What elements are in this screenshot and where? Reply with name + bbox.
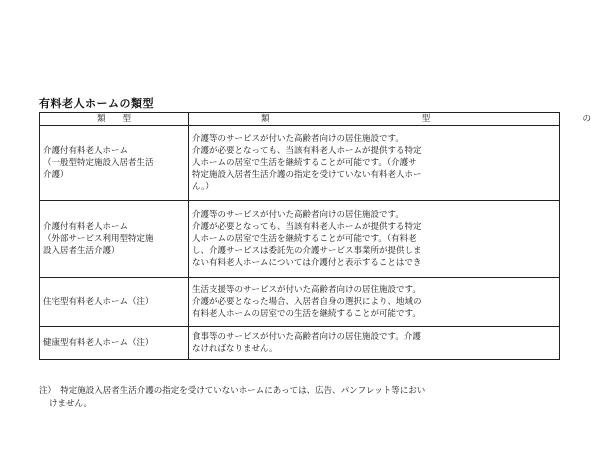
description-line: 人ホームの居室で生活を継続することが可能です。（有料老 [192, 234, 417, 244]
type-name: 介護付有料老人ホーム （一般型特定施設入居者生活 介護） [43, 146, 154, 180]
header-description [189, 113, 591, 126]
footnote-line: 注） 特定施設入居者生活介護の指定を受けていないホームにあっては、広告、パンフレット等におい [39, 386, 426, 396]
table-row [40, 278, 560, 327]
type-name: 健康型有料老人ホーム（注） [43, 338, 154, 348]
type-cell [40, 327, 189, 360]
description-line: 介護等のサービスが付いた高齢者向けの居住施設です。 [192, 210, 404, 220]
description-line: ん。） [192, 182, 214, 192]
footnote [39, 385, 500, 411]
header-char: 型 [421, 114, 431, 124]
home-types-table [39, 112, 591, 360]
type-cell [40, 126, 189, 201]
description-line: 生活支援等のサービスが付いた高齢者向けの居住施設です。 [192, 285, 421, 295]
description-line: 食事等のサービスが付いた高齢者向けの居住施設です。介護 [192, 332, 421, 342]
description-line: 介護が必要となっても、当該有料老人ホームが提供する特定 [192, 222, 422, 232]
description-cell [189, 201, 560, 278]
page-title: 有料老人ホームの類型 [39, 97, 154, 110]
table-row [40, 126, 560, 201]
description-cell [189, 278, 560, 327]
table-viewport [39, 112, 591, 382]
description-line: 介護等のサービスが付いた高齢者向けの居住施設です。 [192, 134, 404, 144]
header-char: 類 [261, 114, 270, 124]
description-line: ない有料老人ホームについては介護付と表示することはでき [192, 258, 422, 268]
description-line: 特定施設入居者生活介護の指定を受けていない有料老人ホー [192, 170, 422, 180]
table-row [40, 327, 560, 360]
description-line: 介護が必要となった場合、入居者自身の選択により、地域の [192, 297, 422, 307]
header-type: 類 型 [40, 113, 189, 126]
table-row [40, 201, 560, 278]
table-header-row [40, 113, 560, 126]
type-name: 住宅型有料老人ホーム（注） [43, 297, 154, 307]
description-cell [189, 327, 560, 360]
description-line: 人ホームの居室で生活を継続することが可能です。（介護サ [192, 158, 417, 168]
description-line: し、介護サービスは委託先の介護サービス事業所が提供しま [192, 246, 422, 256]
footnote-line: けません。 [49, 399, 93, 409]
type-cell [40, 278, 189, 327]
description-line: なければなりません。 [192, 344, 278, 354]
type-cell [40, 201, 189, 278]
header-char: の [582, 114, 591, 124]
description-cell [189, 126, 560, 201]
description-line: 介護が必要となっても、当該有料老人ホームが提供する特定 [192, 146, 422, 156]
type-name: 介護付有料老人ホーム （外部サービス利用型特定施 設入居者生活介護） [43, 222, 154, 256]
description-line: 有料老人ホームの居室での生活を継続することが可能です。 [192, 309, 421, 319]
